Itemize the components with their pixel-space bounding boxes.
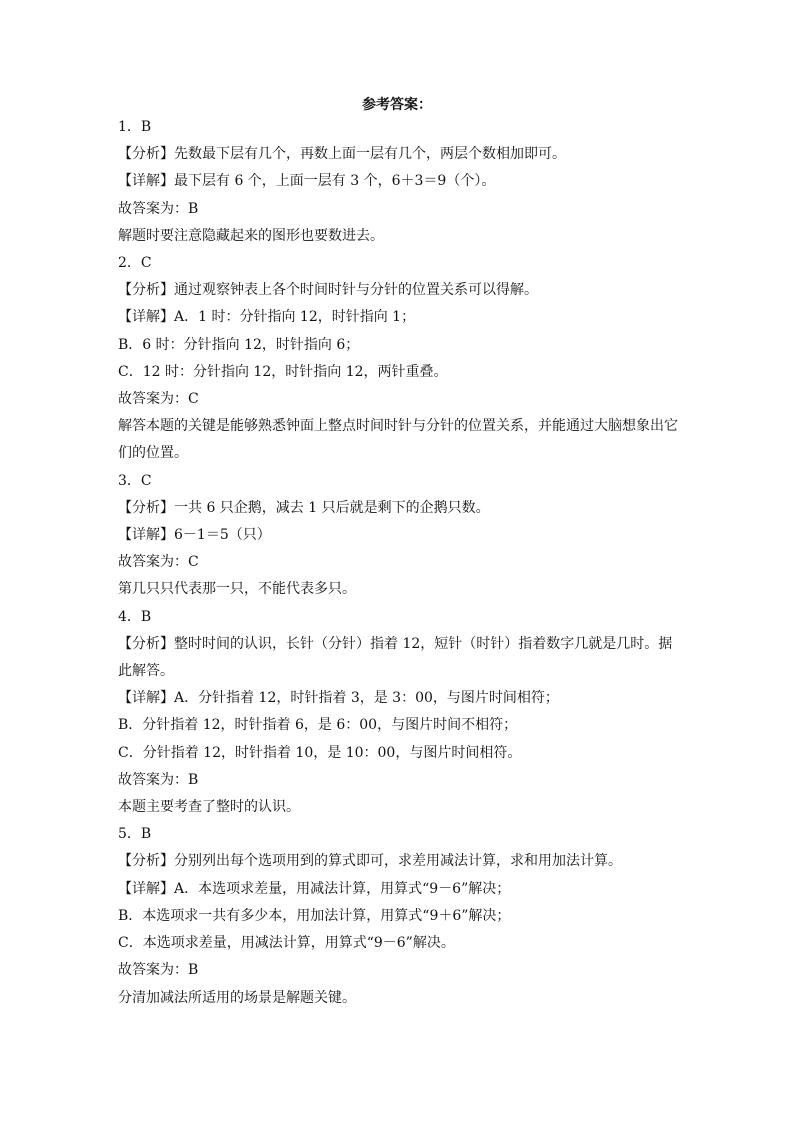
analysis-line: 此解答。	[118, 663, 174, 680]
question-number: 4．B	[118, 608, 152, 625]
detail-line: B．本选项求一共有多少本，用加法计算，用算式“9＋6”解决；	[118, 907, 511, 924]
question-number: 2．C	[118, 255, 152, 272]
comment-line: 解答本题的关键是能够熟悉钟面上整点时间时针与分针的位置关系，并能通过大脑想象出它	[118, 418, 678, 435]
question-number: 5．B	[118, 826, 152, 843]
analysis-line: 【分析】整时时间的认识，长针（分针）指着 12，短针（时针）指着数字几就是几时。据	[118, 635, 673, 652]
analysis-line: 【分析】分别列出每个选项用到的算式即可，求差用减法计算，求和用加法计算。	[118, 853, 622, 870]
comment-line: 解题时要注意隐藏起来的图形也要数进去。	[118, 227, 384, 244]
detail-line: C．分针指着 12，时针指着 10，是 10：00，与图片时间相符。	[118, 744, 522, 761]
question-number: 1．B	[118, 119, 152, 135]
analysis-line: 【分析】先数最下层有几个，再数上面一层有几个，两层个数相加即可。	[118, 146, 566, 163]
detail-line: 【详解】6－1＝5（只）	[118, 527, 271, 544]
answer-line: 故答案为：C	[118, 554, 199, 571]
page-title: 参考答案：	[362, 97, 432, 113]
analysis-line: 【分析】一共 6 只企鹅，减去 1 只后就是剩下的企鹅只数。	[118, 499, 490, 516]
detail-line: 【详解】最下层有 6 个，上面一层有 3 个，6＋3＝9（个）。	[118, 173, 496, 190]
comment-line: 分清加减法所适用的场景是解题关键。	[118, 989, 356, 1006]
detail-line: C．12 时：分针指向 12，时针指向 12，两针重叠。	[118, 363, 448, 380]
detail-line: 【详解】A．本选项求差量，用减法计算，用算式“9－6”解决；	[118, 880, 511, 897]
answer-line: 故答案为：B	[118, 771, 199, 788]
analysis-line: 【分析】通过观察钟表上各个时间时针与分针的位置关系可以得解。	[118, 282, 538, 299]
detail-line: 【详解】A．1 时：分针指向 12，时针指向 1；	[118, 309, 416, 326]
detail-line: 【详解】A．分针指着 12，时针指着 3，是 3：00，与图片时间相符；	[118, 690, 559, 707]
detail-line: C．本选项求差量，用减法计算，用算式“9－6”解决。	[118, 935, 455, 952]
detail-line: B．分针指着 12，时针指着 6，是 6：00，与图片时间不相符；	[118, 717, 518, 734]
answer-content	[118, 114, 684, 1012]
comment-line: 本题主要考查了整时的认识。	[118, 799, 300, 816]
comment-line: 们的位置。	[118, 445, 188, 462]
detail-line: B．6 时：分针指向 12，时针指向 6；	[118, 336, 360, 353]
answer-line: 故答案为：C	[118, 391, 199, 408]
question-number: 3．C	[118, 472, 152, 489]
answer-line: 故答案为：B	[118, 962, 199, 979]
answer-line: 故答案为：B	[118, 200, 199, 217]
comment-line: 第几只只代表那一只，不能代表多只。	[118, 581, 356, 598]
